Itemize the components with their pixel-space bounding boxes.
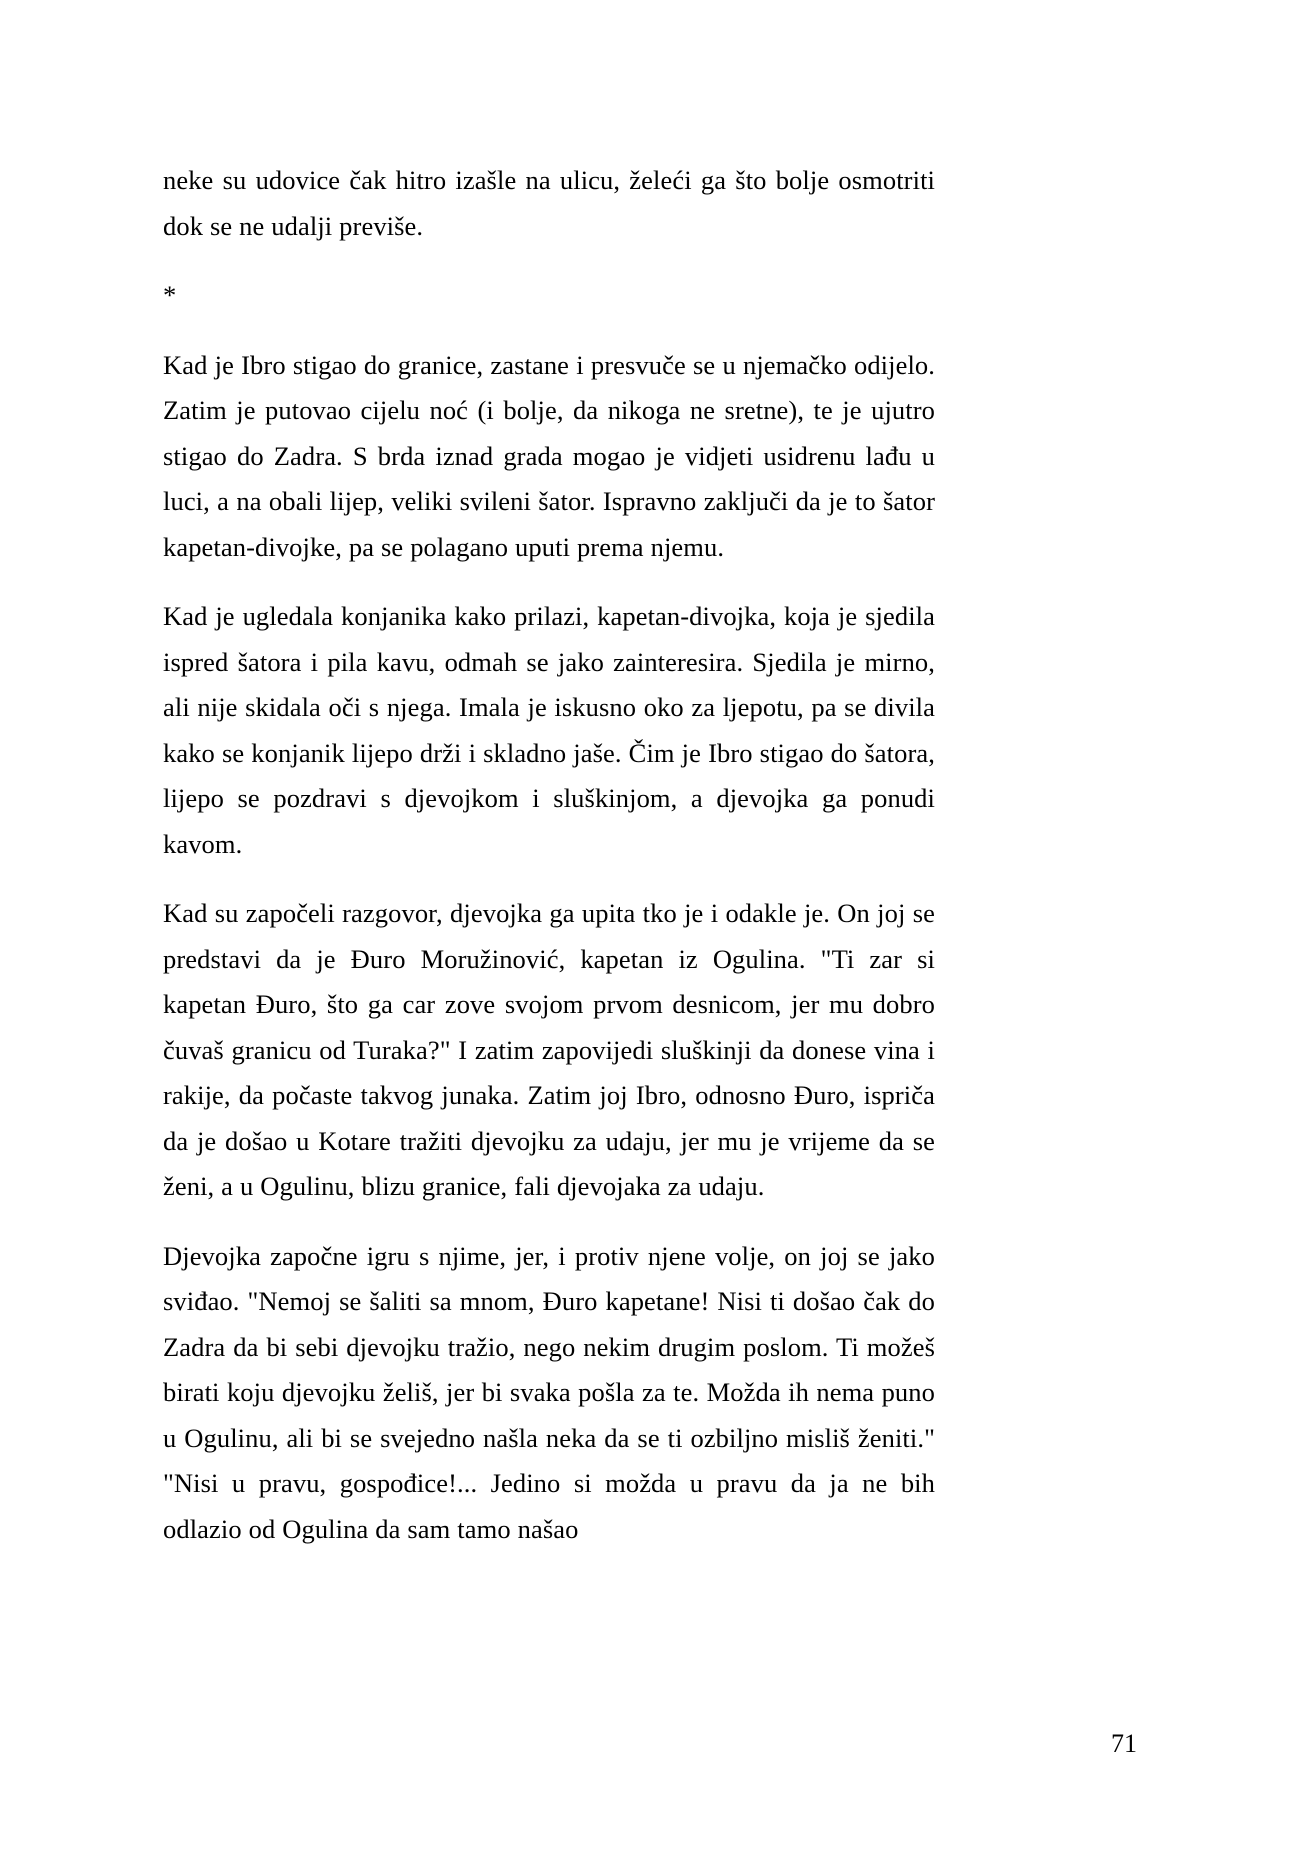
paragraph-ibro-granica: Kad je Ibro stigao do granice, zastane i presvuče se u njemačko odijelo. Zatim je putovao cijelu noć (i bolje, da nikoga ne sretne), te je ujutro stigao do Zadra. S brda iznad grada mogao je vidjeti usidrenu lađu u luci, a na obali lijep, veliki svileni šator. Ispravno zaključi da je to šator kapetan-divojke, pa se polagano uputi prema njemu. <box>163 349 935 562</box>
paragraph-kapetan-divojka: Kad je ugledala konjanika kako prilazi, kapetan-divojka, koja je sjedila ispred šatora i pila kavu, odmah se jako zainteresira. Sjedila je mirno, ali nije skidala oči s njega. Imala je iskusno oko za ljepotu, pa se divila kako se konjanik lijepo drži i skladno jaše. Čim je Ibro stigao do šatora, lijepo se pozdravi s djevojkom i sluškinjom, a djevojka ga ponudi kavom. <box>163 601 935 859</box>
page-number: 71 <box>1111 1729 1137 1758</box>
paragraph-razgovor: Kad su započeli razgovor, djevojka ga upita tko je i odakle je. On joj se predstavi da je Đuro Moružinović, kapetan iz Ogulina. "Ti zar si kapetan Đuro, što ga car zove svojom prvom desnicom, jer mu dobro čuvaš granicu od Turaka?" I zatim zapovijedi sluškinji da donese vina i rakije, da počaste takvog junaka. Zatim joj Ibro, odnosno Đuro, ispriča da je došao u Kotare tražiti djevojku za udaju, jer mu je vrijeme da se ženi, a u Ogulinu, blizu granice, fali djevojaka za udaju. <box>163 898 935 1201</box>
body-text-column <box>163 158 935 1552</box>
paragraph-djevojka-igra: Djevojka započne igru s njime, jer, i protiv njene volje, on joj se jako sviđao. "Nemoj se šaliti sa mnom, Đuro kapetane! Nisi ti došao čak do Zadra da bi sebi djevojku tražio, nego nekim drugim poslom. Ti možeš birati koju djevojku želiš, jer bi svaka pošla za te. Možda ih nema puno u Ogulinu, ali bi se svejedno našla neka da se ti ozbiljno misliš ženiti." "Nisi u pravu, gospođice!... Jedino si možda u pravu da ja ne bih odlazio od Ogulina da sam tamo našao <box>163 1240 935 1544</box>
section-break-asterisk: * <box>163 280 177 310</box>
paragraph-continuation: neke su udovice čak hitro izašle na ulicu, želeći ga što bolje osmotriti dok se ne udalji previše. <box>163 165 935 241</box>
